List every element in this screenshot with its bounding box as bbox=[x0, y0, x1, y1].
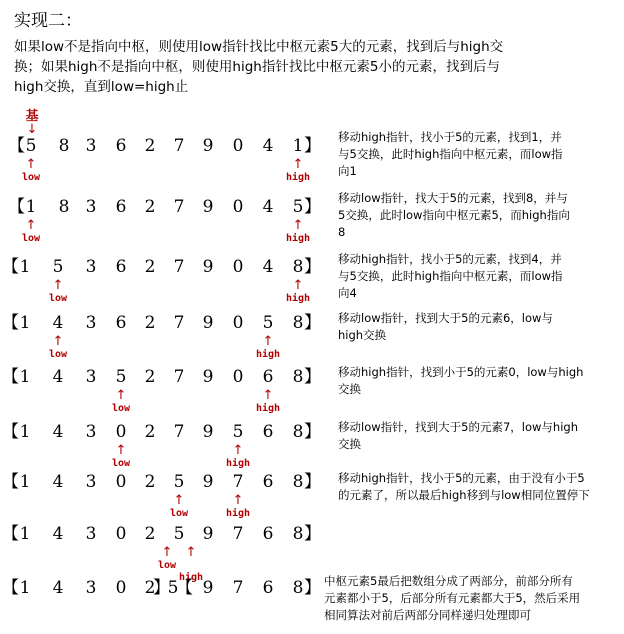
low-pointer-label: low bbox=[48, 293, 68, 304]
low-pointer bbox=[43, 335, 73, 361]
array-value: 1 bbox=[19, 257, 31, 277]
array-value: 4 bbox=[52, 472, 64, 492]
description-line: 向4 bbox=[338, 286, 357, 300]
high-pointer bbox=[283, 158, 313, 184]
array-value: 8 bbox=[292, 367, 304, 387]
up-arrow-icon: ↑ bbox=[161, 545, 173, 560]
low-pointer-label: low bbox=[157, 560, 177, 571]
array-value: 4 bbox=[52, 422, 64, 442]
step-description bbox=[338, 419, 618, 453]
array-value: 6 bbox=[115, 136, 127, 156]
array-value: 0 bbox=[115, 524, 127, 544]
array-value: 7 bbox=[173, 313, 185, 333]
high-pointer bbox=[253, 335, 283, 361]
array-value: 9 bbox=[202, 422, 214, 442]
description-line: 的元素了，所以最后high移到与low相同位置停下 bbox=[338, 488, 590, 502]
pivot-value: 5 bbox=[167, 578, 179, 598]
array-value: 8 bbox=[292, 257, 304, 277]
high-pointer-label: high bbox=[225, 458, 251, 469]
low-pointer bbox=[43, 279, 73, 305]
low-pointer-label: low bbox=[48, 349, 68, 360]
array-value: 6 bbox=[115, 313, 127, 333]
array-value: 3 bbox=[85, 524, 97, 544]
description-line: 交换 bbox=[338, 437, 361, 451]
intro-line: high交换，直到low=high止 bbox=[14, 79, 189, 95]
close-bracket: 】 bbox=[304, 257, 321, 277]
description-line: 移动low指针，找到大于5的元素6，low与 bbox=[338, 311, 553, 325]
close-bracket: 】 bbox=[304, 367, 321, 387]
array-value: 2 bbox=[144, 524, 156, 544]
array-value: 0 bbox=[115, 422, 127, 442]
step-description bbox=[338, 470, 618, 504]
array-value: 6 bbox=[262, 367, 274, 387]
open-bracket: 【 bbox=[8, 197, 25, 217]
array-value: 9 bbox=[202, 367, 214, 387]
array-value: 3 bbox=[85, 136, 97, 156]
up-arrow-icon: ↑ bbox=[115, 443, 127, 458]
up-arrow-icon: ↑ bbox=[262, 334, 274, 349]
array-value: 2 bbox=[144, 422, 156, 442]
open-bracket: 【 bbox=[2, 313, 19, 333]
low-pointer-label: low bbox=[169, 508, 189, 519]
description-line: 移动high指针，找小于5的元素，找到1，并 bbox=[338, 130, 562, 144]
high-pointer bbox=[223, 444, 253, 470]
low-pointer bbox=[106, 444, 136, 470]
array-value: 8 bbox=[292, 472, 304, 492]
array-value: 1 bbox=[19, 422, 31, 442]
low-pointer bbox=[16, 219, 46, 245]
array-value: 2 bbox=[144, 136, 156, 156]
high-pointer bbox=[283, 279, 313, 305]
intro-line: 换；如果high不是指向中枢，则使用high指针找比中枢元素5小的元素，找到后与 bbox=[14, 59, 500, 75]
down-arrow-icon: ↓ bbox=[26, 122, 38, 137]
step-description bbox=[338, 190, 618, 241]
up-arrow-icon: ↑ bbox=[232, 443, 244, 458]
array-value: 0 bbox=[232, 136, 244, 156]
array-value: 5 bbox=[292, 197, 304, 217]
high-pointer-label: high bbox=[255, 403, 281, 414]
description-line: 与5交换，此时high指向中枢元素，而low指 bbox=[338, 147, 563, 161]
array-value: 6 bbox=[262, 524, 274, 544]
low-pointer bbox=[16, 158, 46, 184]
array-value: 6 bbox=[115, 257, 127, 277]
up-arrow-icon: ↑ bbox=[292, 218, 304, 233]
array-value: 8 bbox=[292, 422, 304, 442]
array-value: 8 bbox=[292, 313, 304, 333]
array-value: 6 bbox=[262, 422, 274, 442]
array-value: 9 bbox=[202, 524, 214, 544]
pivot-marker-label: 基 bbox=[25, 109, 39, 124]
open-bracket: 【 bbox=[2, 422, 19, 442]
up-arrow-icon: ↑ bbox=[52, 334, 64, 349]
array-value: 3 bbox=[85, 472, 97, 492]
up-arrow-icon: ↑ bbox=[25, 157, 37, 172]
up-arrow-icon: ↑ bbox=[25, 218, 37, 233]
array-value: 4 bbox=[52, 524, 64, 544]
array-value: 4 bbox=[52, 578, 64, 598]
array-value: 3 bbox=[85, 422, 97, 442]
array-value: 7 bbox=[232, 472, 244, 492]
array-value: 2 bbox=[144, 578, 156, 598]
array-value: 1 bbox=[292, 136, 304, 156]
description-line: 5交换，此时low指向中枢元素5，而high指向 bbox=[338, 208, 570, 222]
step-description bbox=[338, 129, 618, 180]
high-pointer bbox=[223, 494, 253, 520]
array-value: 1 bbox=[19, 578, 31, 598]
array-value: 5 bbox=[115, 367, 127, 387]
close-bracket: 】 bbox=[304, 524, 321, 544]
up-arrow-icon: ↑ bbox=[262, 388, 274, 403]
low-pointer-label: low bbox=[21, 233, 41, 244]
array-value: 0 bbox=[232, 257, 244, 277]
up-arrow-icon: ↑ bbox=[173, 493, 185, 508]
array-value: 3 bbox=[85, 367, 97, 387]
array-value: 2 bbox=[144, 472, 156, 492]
array-value: 6 bbox=[262, 472, 274, 492]
high-pointer-label: high bbox=[285, 293, 311, 304]
high-pointer bbox=[253, 389, 283, 415]
array-value: 3 bbox=[85, 313, 97, 333]
array-value: 2 bbox=[144, 313, 156, 333]
array-value: 5 bbox=[262, 313, 274, 333]
array-value: 1 bbox=[19, 524, 31, 544]
open-bracket: 【 bbox=[2, 578, 19, 598]
description-line: 移动low指针，找大于5的元素，找到8，并与 bbox=[338, 191, 568, 205]
array-value: 2 bbox=[144, 197, 156, 217]
open-bracket: 【 bbox=[2, 367, 19, 387]
low-pointer-label: low bbox=[21, 172, 41, 183]
close-bracket: 】 bbox=[304, 197, 321, 217]
array-value: 4 bbox=[52, 313, 64, 333]
step-description bbox=[338, 310, 618, 344]
description-line: 移动high指针，找小于5的元素，找到4，并 bbox=[338, 252, 562, 266]
array-value: 8 bbox=[292, 524, 304, 544]
array-value: 0 bbox=[115, 578, 127, 598]
array-value: 5 bbox=[173, 472, 185, 492]
array-value: 7 bbox=[173, 367, 185, 387]
open-bracket: 【 bbox=[2, 472, 19, 492]
up-arrow-icon: ↑ bbox=[115, 388, 127, 403]
up-arrow-icon: ↑ bbox=[232, 493, 244, 508]
close-bracket: 】 bbox=[304, 313, 321, 333]
description-line: high交换 bbox=[338, 328, 387, 342]
array-value: 9 bbox=[202, 197, 214, 217]
array-value: 4 bbox=[262, 136, 274, 156]
array-value: 0 bbox=[232, 197, 244, 217]
array-value: 9 bbox=[202, 136, 214, 156]
array-value: 5 bbox=[25, 136, 37, 156]
low-pointer bbox=[106, 389, 136, 415]
up-arrow-icon: ↑ bbox=[292, 278, 304, 293]
array-value: 3 bbox=[85, 197, 97, 217]
array-value: 9 bbox=[202, 472, 214, 492]
low-pointer-label: low bbox=[111, 458, 131, 469]
array-value: 5 bbox=[232, 422, 244, 442]
close-bracket: 】 bbox=[304, 472, 321, 492]
description-line: 移动high指针，找到小于5的元素0，low与high bbox=[338, 365, 584, 379]
step-description bbox=[338, 251, 618, 302]
high-pointer-label: high bbox=[255, 349, 281, 360]
description-line: 中枢元素5最后把数组分成了两部分，前部分所有 bbox=[324, 574, 573, 588]
array-value: 7 bbox=[173, 136, 185, 156]
open-bracket: 【 bbox=[2, 524, 19, 544]
array-value: 4 bbox=[262, 197, 274, 217]
array-value: 8 bbox=[58, 197, 70, 217]
close-bracket: 】 bbox=[153, 578, 170, 598]
close-bracket: 】 bbox=[304, 578, 321, 598]
array-value: 7 bbox=[173, 422, 185, 442]
high-pointer-label: high bbox=[178, 572, 204, 583]
array-value: 7 bbox=[232, 524, 244, 544]
description-line: 移动low指针，找到大于5的元素7，low与high bbox=[338, 420, 578, 434]
description-line: 与5交换，此时high指向中枢元素，而low指 bbox=[338, 269, 563, 283]
close-bracket: 】 bbox=[304, 136, 321, 156]
array-value: 1 bbox=[19, 313, 31, 333]
array-value: 1 bbox=[19, 472, 31, 492]
description-line: 相同算法对前后两部分同样递归处理即可 bbox=[324, 608, 531, 622]
array-value: 8 bbox=[292, 578, 304, 598]
array-value: 7 bbox=[173, 197, 185, 217]
high-pointer-label: high bbox=[285, 172, 311, 183]
section-title: 实现二： bbox=[14, 11, 82, 31]
array-value: 7 bbox=[232, 578, 244, 598]
low-pointer-label: low bbox=[111, 403, 131, 414]
array-value: 4 bbox=[52, 367, 64, 387]
up-arrow-icon: ↑ bbox=[185, 545, 197, 560]
high-pointer-label: high bbox=[225, 508, 251, 519]
step-description bbox=[338, 364, 618, 398]
array-value: 7 bbox=[173, 257, 185, 277]
description-line: 8 bbox=[338, 225, 346, 239]
array-value: 2 bbox=[144, 367, 156, 387]
up-arrow-icon: ↑ bbox=[292, 157, 304, 172]
high-pointer-label: high bbox=[285, 233, 311, 244]
array-value: 0 bbox=[232, 367, 244, 387]
open-bracket: 【 bbox=[8, 136, 25, 156]
summary-description bbox=[324, 573, 620, 624]
array-value: 6 bbox=[262, 578, 274, 598]
open-bracket: 【 bbox=[2, 257, 19, 277]
array-value: 1 bbox=[25, 197, 37, 217]
array-value: 0 bbox=[115, 472, 127, 492]
close-bracket: 】 bbox=[304, 422, 321, 442]
array-value: 3 bbox=[85, 578, 97, 598]
array-value: 5 bbox=[173, 524, 185, 544]
array-value: 1 bbox=[19, 367, 31, 387]
description-line: 向1 bbox=[338, 164, 357, 178]
high-pointer bbox=[283, 219, 313, 245]
array-value: 0 bbox=[232, 313, 244, 333]
description-line: 移动high指针，找小于5的元素，由于没有小于5 bbox=[338, 471, 585, 485]
open-bracket: 【 bbox=[176, 578, 193, 598]
array-value: 9 bbox=[202, 578, 214, 598]
array-value: 5 bbox=[52, 257, 64, 277]
array-value: 9 bbox=[202, 313, 214, 333]
description-line: 元素都小于5，后部分所有元素都大于5，然后采用 bbox=[324, 591, 581, 605]
array-value: 2 bbox=[144, 257, 156, 277]
array-value: 3 bbox=[85, 257, 97, 277]
description-line: 交换 bbox=[338, 382, 361, 396]
low-pointer bbox=[164, 494, 194, 520]
array-value: 9 bbox=[202, 257, 214, 277]
array-value: 6 bbox=[115, 197, 127, 217]
array-value: 8 bbox=[58, 136, 70, 156]
intro-line: 如果low不是指向中枢，则使用low指针找比中枢元素5大的元素，找到后与high交 bbox=[14, 39, 504, 55]
array-value: 4 bbox=[262, 257, 274, 277]
up-arrow-icon: ↑ bbox=[52, 278, 64, 293]
